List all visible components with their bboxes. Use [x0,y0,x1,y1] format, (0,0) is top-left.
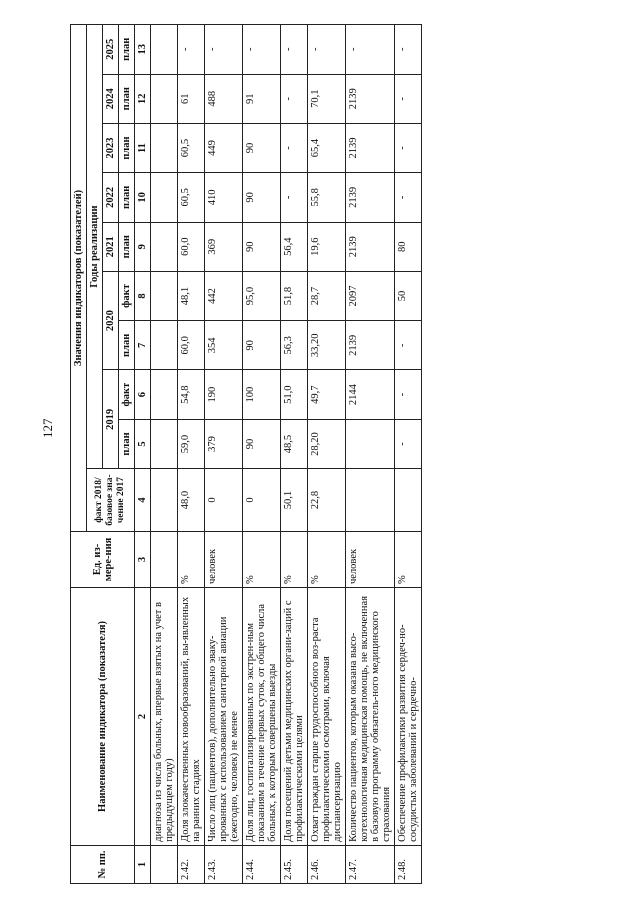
value-cell: 90 [243,123,281,172]
value-cell: 2097 [346,271,395,320]
header-plan: план [119,74,135,123]
value-cell: 100 [243,370,281,419]
value-cell: 91 [243,74,281,123]
header-2023: 2023 [103,123,119,172]
value-cell: 60,5 [178,173,205,222]
header-plan: план [119,222,135,271]
value-cell: 354 [205,321,243,370]
continuation-text: диагноза из числа больных, впервые взятых на учет в предыдущем году) [151,588,178,846]
header-unit: Ед. из-мере-ния [71,531,135,587]
row-number: 2.45. [281,845,308,883]
value-cell: 80 [395,222,422,271]
header-plan: план [119,173,135,222]
header-plan: план [119,25,135,75]
table-row [205,25,243,884]
value-cell: 60,0 [178,222,205,271]
value-cell: - [395,321,422,370]
value-cell: 2144 [346,370,395,419]
value-cell: 22,8 [308,469,346,532]
indicator-name: Обеспечение профилактики развития сердеч-но-сосудистых заболеваний и сердечно- [395,588,422,846]
col-number: 11 [135,123,151,172]
value-cell: 90 [243,222,281,271]
value-cell: 56,3 [281,321,308,370]
value-cell: - [395,370,422,419]
value-cell: 51,8 [281,271,308,320]
header-2020: 2020 [103,271,119,370]
value-cell: 50,1 [281,469,308,532]
col-number: 5 [135,419,151,468]
value-cell: - [178,25,205,75]
value-cell: 55,8 [308,173,346,222]
value-cell: 48,0 [178,469,205,532]
table-row [346,25,395,884]
header-fact: факт [119,370,135,419]
table-row [281,25,308,884]
unit-cell: % [178,531,205,587]
header-plan: план [119,419,135,468]
value-cell: 28,7 [308,271,346,320]
header-values: Значения индикаторов (показателей) [71,25,87,532]
indicator-name: Число лиц (пациентов), дополнительно эваку-ированных с использованием санитарной авиации (ежегодно, человек) не менее [205,588,243,846]
value-cell: 28,20 [308,419,346,468]
header-name: Наименование индикатора (показателя) [71,588,135,846]
value-cell: 90 [243,173,281,222]
unit-cell: % [308,531,346,587]
value-cell: 369 [205,222,243,271]
value-cell: - [281,25,308,75]
col-number: 12 [135,74,151,123]
value-cell [346,469,395,532]
value-cell: - [281,123,308,172]
header-years-impl: Годы реализации [87,25,103,469]
col-number: 7 [135,321,151,370]
value-cell: 190 [205,370,243,419]
continuation-row [151,25,178,884]
value-cell: 442 [205,271,243,320]
col-number: 13 [135,25,151,75]
unit-cell: человек [205,531,243,587]
table-row [395,25,422,884]
indicator-name: Доля злокачественных новообразований, вы-явленных на ранних стадиях [178,588,205,846]
header-plan: план [119,123,135,172]
indicator-name: Количество пациентов, которым оказана высо-котехнологичная медицинская помощь, не включенная в базовую программу обязатель-ного медицинского страхования [346,588,395,846]
row-number: 2.43. [205,845,243,883]
col-number: 6 [135,370,151,419]
value-cell: 95,0 [243,271,281,320]
value-cell: 2139 [346,74,395,123]
header-2024: 2024 [103,74,119,123]
col-number: 10 [135,173,151,222]
value-cell: 449 [205,123,243,172]
value-cell: 19,6 [308,222,346,271]
row-number: 2.48. [395,845,422,883]
value-cell: 410 [205,173,243,222]
value-cell: 48,1 [178,271,205,320]
value-cell: - [395,419,422,468]
indicator-name: Доля лиц, госпитализированных по экстрен-ным показаниям в течение первых суток, от общего числа больных, к которым совершены выезды [243,588,281,846]
value-cell: 0 [205,469,243,532]
header-base: факт 2018/базовое зна-чение 2017 [87,469,135,532]
header-2025: 2025 [103,25,119,75]
value-cell: - [243,25,281,75]
header-2019: 2019 [103,370,119,469]
value-cell: - [395,123,422,172]
col-number: 8 [135,271,151,320]
row-number: 2.46. [308,845,346,883]
table-row [243,25,281,884]
value-cell: - [308,25,346,75]
value-cell: - [281,74,308,123]
unit-cell: % [243,531,281,587]
table-row [178,25,205,884]
row-number: 2.42. [178,845,205,883]
unit-cell: % [281,531,308,587]
value-cell: - [395,173,422,222]
col-number: 9 [135,222,151,271]
column-numbers-row [135,25,151,884]
value-cell: 65,4 [308,123,346,172]
value-cell: 56,4 [281,222,308,271]
value-cell: 33,20 [308,321,346,370]
unit-cell: % [395,531,422,587]
value-cell: 0 [243,469,281,532]
table-row [308,25,346,884]
header-2021: 2021 [103,222,119,271]
table-body [178,25,422,884]
value-cell: 2139 [346,321,395,370]
value-cell: 70,1 [308,74,346,123]
unit-cell: человек [346,531,395,587]
value-cell: 51,0 [281,370,308,419]
header-row-1 [71,25,87,884]
value-cell: 61 [178,74,205,123]
rotated-table-container [70,24,630,884]
value-cell: 2139 [346,173,395,222]
value-cell: - [395,25,422,75]
value-cell: 90 [243,321,281,370]
value-cell: 60,0 [178,321,205,370]
row-number: 2.47. [346,845,395,883]
value-cell: 379 [205,419,243,468]
header-plan: план [119,321,135,370]
value-cell: 50 [395,271,422,320]
indicators-table [70,24,422,884]
value-cell: 90 [243,419,281,468]
indicator-name: Охват граждан старше трудоспособного воз-раста профилактическими осмотрами, включая диспансеризацию [308,588,346,846]
row-number: 2.44. [243,845,281,883]
value-cell [346,419,395,468]
header-2022: 2022 [103,173,119,222]
value-cell: 2139 [346,123,395,172]
value-cell: 2139 [346,222,395,271]
value-cell: 49,7 [308,370,346,419]
value-cell: 60,5 [178,123,205,172]
page-number: 127 [40,418,55,438]
col-number: 1 [135,845,151,883]
value-cell: - [395,74,422,123]
value-cell: - [281,173,308,222]
value-cell: 488 [205,74,243,123]
value-cell [395,469,422,532]
col-number: 2 [135,588,151,846]
value-cell: 59,0 [178,419,205,468]
value-cell: 48,5 [281,419,308,468]
header-no: № пп. [71,845,135,883]
value-cell: - [205,25,243,75]
col-number: 4 [135,469,151,532]
value-cell: 54,8 [178,370,205,419]
header-fact: факт [119,271,135,320]
value-cell: - [346,25,395,75]
col-number: 3 [135,531,151,587]
indicator-name: Доля посещений детьми медицинских органи-заций с профилактическими целями [281,588,308,846]
